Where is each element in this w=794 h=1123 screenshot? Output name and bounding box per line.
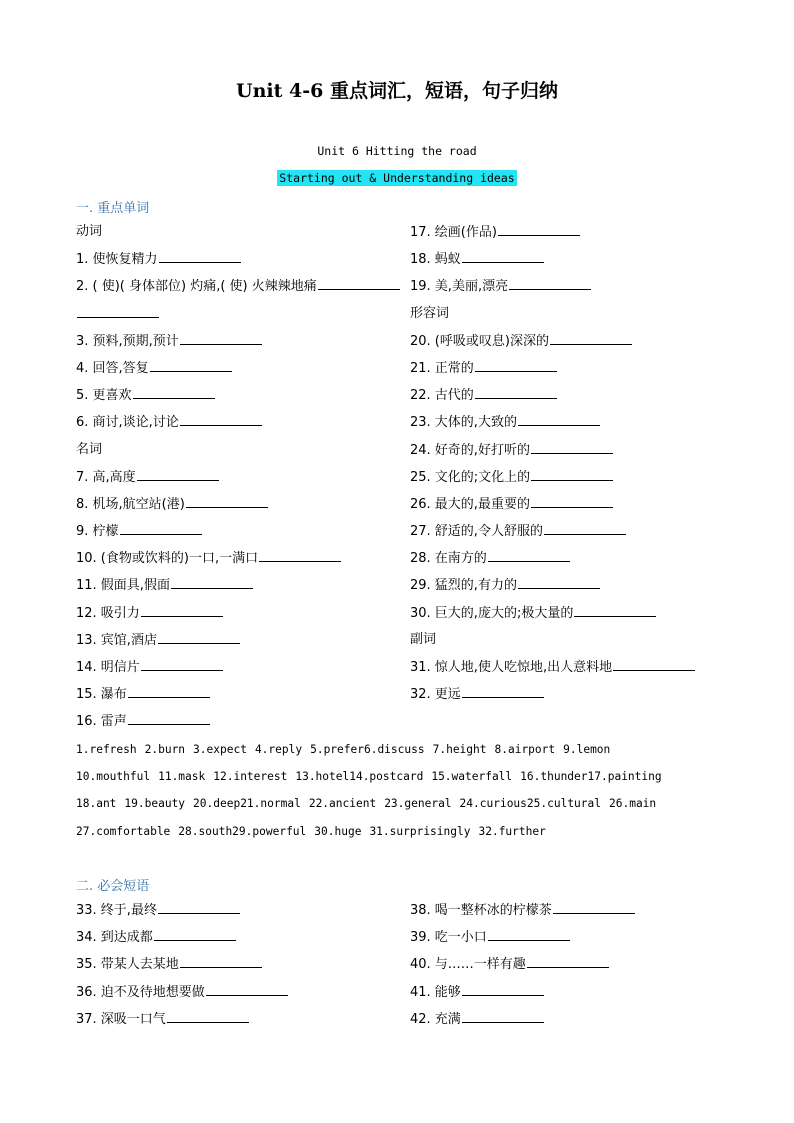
item-label: 28. 在南方的 [410,551,487,567]
answer-blank[interactable] [498,222,580,236]
phrase-label: 38. 喝一整杯冰的柠檬茶 [410,903,552,918]
answer-blank[interactable] [462,982,544,996]
word-item [76,385,406,412]
answer-blank[interactable] [206,982,288,996]
phrase-label: 37. 深吸一口气 [76,1011,166,1027]
phrase-item [410,900,740,927]
phrase-item [410,954,740,981]
answer-item: 11.mask [158,770,206,784]
item-label: 18. 蚂蚁 [410,252,461,268]
answer-blank[interactable] [509,276,591,290]
answer-item: 13.hotel14.postcard [295,770,424,784]
phrase-item [76,900,406,927]
answer-blank[interactable] [154,927,236,941]
answer-blank[interactable] [141,603,223,617]
category-heading: 动词 [76,224,103,239]
answer-blank[interactable] [128,711,210,725]
word-item [76,412,406,439]
phrase-item [76,1009,406,1036]
answer-blank[interactable] [137,467,219,481]
answer-blank[interactable] [550,331,632,345]
word-item [76,304,406,331]
answer-blank[interactable] [318,276,400,290]
word-item [410,331,740,358]
answer-blank[interactable] [488,548,570,562]
word-item [76,548,406,575]
item-label: 8. 机场,航空站(港) [76,496,185,512]
answer-blank[interactable] [488,927,570,941]
answer-blank[interactable] [133,385,215,399]
word-item [76,467,406,494]
answer-blank[interactable] [150,358,232,372]
answer-item: 23.general [384,797,452,811]
answer-blank[interactable] [167,1009,249,1023]
item-label: 4. 回答,答复 [76,360,149,376]
item-label: 21. 正常的 [410,360,474,376]
answer-item: 4.reply [254,743,303,756]
answer-item: 3.expect [193,743,247,756]
answer-blank[interactable] [544,521,626,535]
word-item [76,657,406,684]
answer-item: 12.interest [213,770,288,784]
answer-key [76,741,726,850]
word-column-left [76,222,406,739]
answer-item: 18.ant [76,797,117,811]
word-item [410,575,740,602]
phrase-label: 42. 充满 [410,1011,461,1027]
category-heading: 名词 [76,441,103,457]
answer-blank[interactable] [141,657,223,671]
word-item [76,684,406,711]
item-label: 32. 更远 [410,687,461,703]
phrase-item [76,982,406,1009]
word-item [76,331,406,358]
item-label: 26. 最大的,最重要的 [410,496,530,512]
word-item [410,440,740,467]
answer-blank[interactable] [531,467,613,481]
answer-line [76,768,726,795]
item-label: 2. ( 使)( 身体部位) 灼痛,( 使) 火辣辣地痛 [76,279,317,295]
answer-blank[interactable] [180,954,262,968]
answer-blank[interactable] [180,331,262,345]
item-label: 12. 吸引力 [76,605,140,621]
answer-item: 10.mouthful [76,770,151,784]
answer-item: 7.height [432,743,487,756]
category-heading: 形容词 [410,305,450,321]
answer-blank[interactable] [475,358,557,372]
phrase-label: 35. 带某人去某地 [76,957,179,973]
item-label: 11. 假面具,假面 [76,578,170,594]
item-label: 9. 柠檬 [76,524,119,540]
answer-item: 24.curious25.cultural [459,797,601,811]
phrase-label: 36. 迫不及待地想要做 [76,984,205,1000]
phrase-label: 40. 与……一样有趣 [410,957,526,973]
answer-item: 15.waterfall [431,770,513,784]
word-item [76,521,406,548]
section-title-phrases: 二. 必会短语 [76,879,150,894]
answer-item: 16.thunder17.painting [520,770,662,784]
answer-blank[interactable] [77,304,159,318]
phrase-item [76,927,406,954]
phrase-item [410,982,740,1009]
phrase-column-left [76,900,406,1036]
answer-blank[interactable] [527,954,609,968]
sub-heading-highlight: Starting out & Understanding ideas [279,171,515,185]
answer-blank[interactable] [171,575,253,589]
answer-item: 27.comfortable [76,824,171,838]
item-label: 15. 瀑布 [76,687,127,703]
word-item [410,249,740,276]
answer-item: 28.south29.powerful [178,824,307,838]
word-item [410,657,740,684]
answer-line [76,823,726,850]
answer-blank[interactable] [475,385,557,399]
phrase-item [76,954,406,981]
word-item [76,630,406,657]
item-label: 24. 好奇的,好打听的 [410,442,530,458]
answer-blank[interactable] [462,249,544,263]
unit-heading: Unit 6 Hitting the road [317,144,477,158]
phrase-label: 39. 吃一小口 [410,930,487,946]
word-item [410,385,740,412]
answer-blank[interactable] [462,1009,544,1023]
word-item [410,222,740,249]
answer-blank[interactable] [518,575,600,589]
word-item [410,684,740,711]
answer-blank[interactable] [186,494,268,508]
answer-blank[interactable] [259,548,341,562]
answer-line [76,795,726,822]
answer-item: 31.surprisingly [369,824,471,838]
item-label: 23. 大体的,大致的 [410,415,517,431]
page-title: Unit 4-6 重点词汇，短语，句子归纳 [236,80,558,102]
word-item [410,358,740,385]
answer-item: 19.beauty [124,797,186,811]
phrase-item [410,927,740,954]
item-label: 10. (食物或饮料的)一口,一满口 [76,551,259,567]
word-column-right [410,222,740,711]
item-label: 25. 文化的;文化上的 [410,469,531,485]
answer-blank[interactable] [128,684,210,698]
word-item [410,521,740,548]
word-item [76,603,406,630]
word-item [76,711,406,738]
answer-item: 9.lemon [563,743,611,756]
item-label: 6. 商讨,谈论,讨论 [76,415,179,431]
answer-blank[interactable] [159,249,241,263]
answer-item: 1.refresh [76,743,137,756]
word-item [76,276,406,303]
answer-blank[interactable] [553,900,635,914]
answer-blank[interactable] [613,657,695,671]
answer-blank[interactable] [180,412,262,426]
item-label: 16. 雷声 [76,714,127,730]
item-label: 5. 更喜欢 [76,388,132,404]
word-item [410,603,740,630]
phrase-label: 41. 能够 [410,984,461,1000]
word-item [410,494,740,521]
answer-item: 5.prefer6.discuss [310,743,425,756]
word-item [76,358,406,385]
answer-item: 30.huge [314,824,362,838]
item-label: 7. 高,高度 [76,469,136,485]
word-item [410,276,740,303]
answer-blank[interactable] [158,900,240,914]
word-item [76,249,406,276]
word-item [410,548,740,575]
answer-item: 22.ancient [308,797,377,811]
phrase-column-right [410,900,740,1036]
answer-item: 20.deep21.normal [193,797,301,811]
answer-blank[interactable] [462,684,544,698]
phrase-label: 33. 终于,最终 [76,903,157,918]
word-item [76,494,406,521]
section-title-words: 一. 重点单词 [76,201,150,216]
phrase-label: 34. 到达成都 [76,930,153,946]
word-item [76,575,406,602]
sub-heading [0,171,794,185]
item-label: 3. 预料,预期,预计 [76,333,179,349]
answer-blank[interactable] [158,630,240,644]
answer-blank[interactable] [120,521,202,535]
answer-blank[interactable] [574,603,656,617]
item-label: 31. 惊人地,使人吃惊地,出人意料地 [410,660,613,675]
answer-blank[interactable] [531,440,613,454]
answer-item: 8.airport [494,743,556,756]
item-label: 19. 美,美丽,漂亮 [410,279,509,295]
item-label: 30. 巨大的,庞大的;极大量的 [410,605,574,621]
answer-blank[interactable] [531,494,613,508]
item-label: 27. 舒适的,令人舒服的 [410,524,543,540]
item-label: 17. 绘画(作品) [410,225,497,240]
answer-line [76,741,726,768]
item-label: 29. 猛烈的,有力的 [410,578,517,594]
item-label: 14. 明信片 [76,660,140,675]
item-label: 1. 使恢复精力 [76,252,158,268]
answer-item: 26.main [609,797,657,811]
answer-item: 2.burn [144,743,186,756]
answer-blank[interactable] [518,412,600,426]
item-label: 13. 宾馆,酒店 [76,632,157,648]
phrase-item [410,1009,740,1036]
word-item [410,467,740,494]
answer-item: 32.further [478,824,546,838]
category-heading: 副词 [410,631,437,647]
word-item [410,412,740,439]
item-label: 22. 古代的 [410,388,474,404]
item-label: 20. (呼吸或叹息)深深的 [410,333,549,349]
